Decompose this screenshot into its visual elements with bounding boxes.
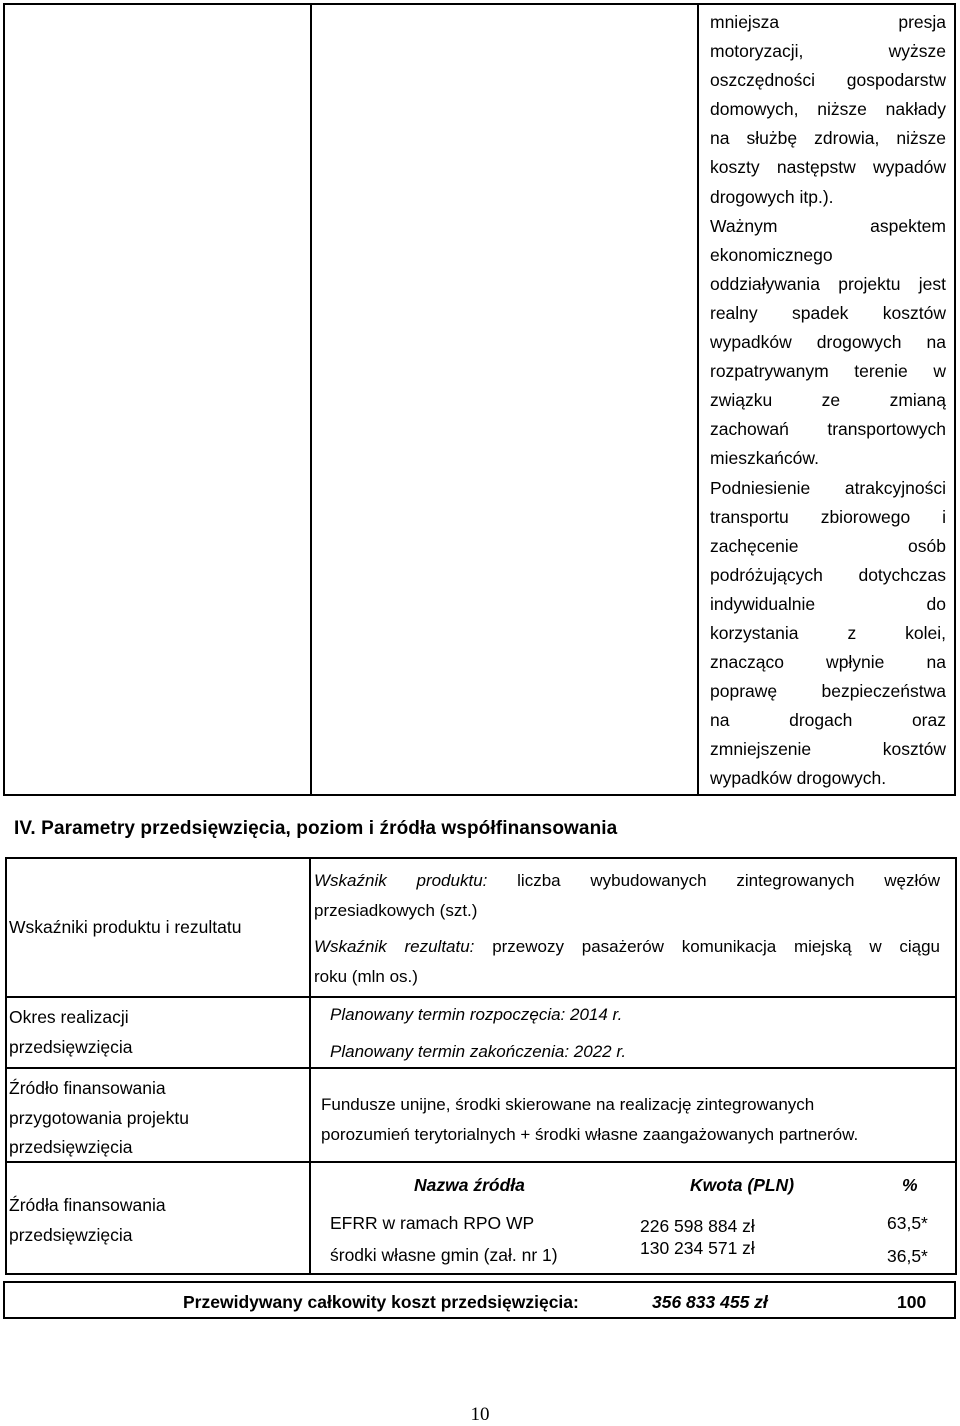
paragraph-line: Ważnym aspektem — [710, 215, 946, 236]
paragraph-line: transportu zbiorowego i — [710, 506, 946, 527]
paragraph-line: znacząco wpłynie na — [710, 652, 946, 673]
amount-header: Kwota (PLN) — [690, 1175, 795, 1195]
funding-sources-label-line: przedsięwzięcia — [9, 1224, 133, 1245]
product-indicator-text: liczba wybudowanych zintegrowanych węzłów — [517, 871, 940, 890]
paragraph-line: podróżujących dotychczas — [710, 564, 946, 585]
percent-cell: 63,5* — [887, 1213, 928, 1233]
funding-sources-label-line: Źródła finansowania — [9, 1195, 166, 1215]
prep-funding-label-line: przedsięwzięcia — [9, 1137, 133, 1157]
total-cost-row — [3, 1281, 956, 1319]
source-name-cell: EFRR w ramach RPO WP — [330, 1213, 535, 1233]
total-cost-amount: 356 833 455 zł — [652, 1292, 768, 1312]
paragraph-line: na drogach oraz — [710, 710, 946, 731]
indicators-label: Wskaźniki produktu i rezultatu — [9, 917, 242, 937]
paragraph-line: indywidualnie do — [710, 593, 946, 614]
paragraph-line: drogowych itp.). — [710, 186, 834, 207]
planned-start: Planowany termin rozpoczęcia: 2014 r. — [330, 1005, 623, 1024]
page-number: 10 — [470, 1404, 490, 1425]
table-column-divider — [697, 5, 699, 794]
product-indicator-text-cont: przesiadkowych (szt.) — [314, 900, 478, 920]
paragraph-line: ekonomicznego — [710, 244, 833, 265]
source-name-cell: środki własne gmin (zał. nr 1) — [330, 1245, 558, 1265]
paragraph-line: motoryzacji, wyższe — [710, 41, 946, 62]
paragraph-line: realny spadek kosztów — [710, 302, 946, 323]
percent-header: % — [902, 1175, 918, 1195]
total-cost-percent: 100 — [897, 1292, 927, 1312]
product-indicator — [314, 866, 940, 925]
paragraph-line: zachęcenie osób — [710, 535, 946, 556]
total-cost-label: Przewidywany całkowity koszt przedsięwzięcia: — [183, 1292, 579, 1312]
planned-end: Planowany termin zakończenia: 2022 r. — [330, 1042, 627, 1061]
paragraph-line: związku ze zmianą — [710, 390, 946, 411]
result-indicator — [314, 932, 940, 991]
paragraph-line: na służbę zdrowia, niższe — [710, 128, 946, 149]
paragraph-line: poprawę bezpieczeństwa — [710, 681, 946, 702]
result-indicator-text: przewozy pasażerów komunikacja miejską w ciągu — [492, 937, 940, 956]
prep-funding-label-line: przygotowania projektu — [9, 1107, 189, 1128]
paragraph-line: Podniesienie atrakcyjności — [710, 477, 946, 498]
table-row-divider — [7, 996, 955, 998]
paragraph-line: wypadków drogowych na — [710, 332, 946, 353]
amount-cell: 226 598 884 zł — [640, 1216, 755, 1236]
amount-cell: 130 234 571 zł — [640, 1238, 755, 1258]
section-heading: IV. Parametry przedsięwzięcia, poziom i źródła współfinansowania — [14, 818, 618, 839]
paragraph-line: mieszkańców. — [710, 448, 819, 469]
table-column-divider — [310, 5, 312, 794]
period-label — [9, 1003, 294, 1062]
product-indicator-prefix: Wskaźnik produktu: — [314, 871, 488, 890]
paragraph-line: koszty następstw wypadów — [710, 157, 946, 178]
paragraph-line: oddziaływania projektu jest — [710, 273, 946, 294]
paragraph-line: mniejsza presja — [710, 12, 946, 32]
prep-funding-label — [9, 1074, 294, 1163]
prep-funding-text-line: Fundusze unijne, środki skierowane na realizację zintegrowanych — [321, 1095, 815, 1114]
paragraph-line: rozpatrywanym terenie w — [710, 361, 946, 382]
table-column-divider — [309, 859, 311, 1273]
prep-funding-label-line: Źródło finansowania — [9, 1078, 166, 1098]
result-indicator-prefix: Wskaźnik rezultatu: — [314, 937, 475, 956]
period-label-line: przedsięwzięcia — [9, 1036, 133, 1057]
paragraph-line: zmniejszenie kosztów — [710, 739, 946, 760]
table-row-divider — [7, 1067, 955, 1069]
result-indicator-text-cont: roku (mln os.) — [314, 966, 418, 986]
prep-funding-text-line: porozumień terytorialnych + środki własne zaangażowanych partnerów. — [321, 1124, 859, 1144]
funding-sources-label — [9, 1191, 294, 1250]
impact-description-cell — [710, 8, 946, 794]
paragraph-line: oszczędności gospodarstw — [710, 70, 946, 91]
paragraph-line: korzystania z kolei, — [710, 622, 946, 643]
prep-funding-text — [321, 1090, 858, 1149]
source-name-header: Nazwa źródła — [414, 1175, 525, 1195]
paragraph-line: zachowań transportowych — [710, 419, 946, 440]
period-label-line: Okres realizacji — [9, 1007, 129, 1027]
percent-cell: 36,5* — [887, 1246, 928, 1266]
paragraph-line: domowych, niższe nakłady — [710, 99, 946, 120]
paragraph-line: wypadków drogowych. — [710, 768, 887, 789]
